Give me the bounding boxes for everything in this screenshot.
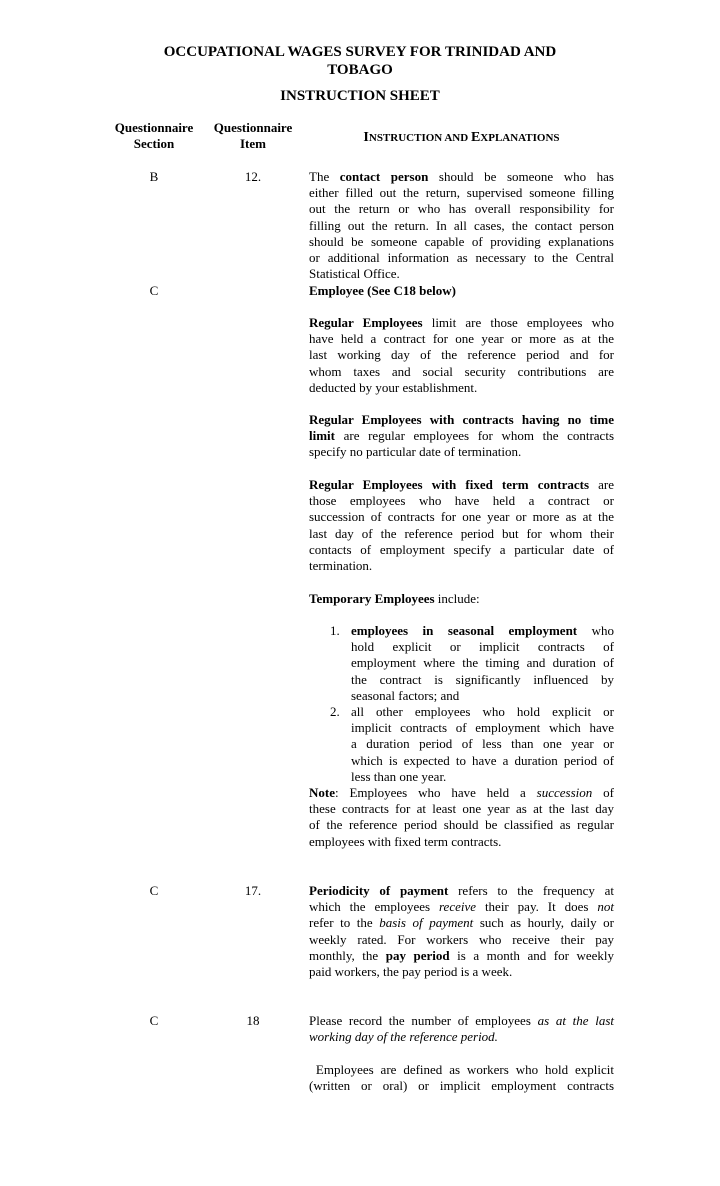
periodicity-paragraph: Periodicity of payment refers to the frequency at which the employees receive their pay. It does not refer to the basis of payment such as hourly, daily or weekly rated. For workers who receive their pay monthly, the pay period is a month and for weekly paid workers, the pay period is a week. bbox=[309, 883, 615, 980]
document-title: OCCUPATIONAL WAGES SURVEY FOR TRINIDAD AND TOBAGO bbox=[163, 44, 557, 78]
row-section-b: B bbox=[149, 169, 159, 184]
column-header-instructions: INSTRUCTION AND EXPLANATIONS bbox=[363, 130, 560, 145]
row-section-c: C bbox=[149, 283, 159, 298]
employee-heading: Employee (See C18 below) bbox=[309, 283, 456, 298]
list-item: 1. employees in seasonal employment who hold explicit or implicit contracts of employment where the timing and duration of the contract is significantly influenced by seasonal factors; and bbox=[330, 623, 615, 703]
column-header-item: Questionnaire Item bbox=[213, 120, 293, 151]
note-paragraph: Note: Employees who have held a succession of these contracts for at least one year as at the last day of the reference period should be classified as regular employees with fixed term contracts. bbox=[309, 785, 614, 849]
row-item-12: 12. bbox=[244, 169, 262, 184]
row-section-c-17: C bbox=[149, 883, 159, 898]
record-employees-paragraph: Please record the number of employees as at the last working day of the reference period. bbox=[309, 1013, 614, 1045]
no-time-limit-paragraph: Regular Employees with contracts having no time limit are regular employees for whom the contracts specify no particular date of termination. bbox=[309, 412, 614, 460]
list-item: 2. all other employees who hold explicit or implicit contracts of employment which have a duration period of less than one year or which is expected to have a duration period of less than one year. bbox=[330, 704, 614, 784]
temporary-employees-list bbox=[309, 623, 614, 785]
contact-person-paragraph: The contact person should be someone who has either filled out the return, supervised someone filling out the return or who has overall responsibility for filling out the return. In all cases, the contact person should be someone capable of providing explanations or additional information as necessary to the Central Statistical Office. bbox=[309, 169, 614, 282]
regular-employees-paragraph: Regular Employees limit are those employees who have held a contract for one year or more as at the last working day of the reference period and for whom taxes and social security contributions are deducted by your establishment. bbox=[309, 315, 614, 395]
employees-defined-paragraph: Employees are defined as workers who hold explicit (written or oral) or implicit employment contracts bbox=[309, 1062, 614, 1094]
temporary-employees-heading: Temporary Employees include: bbox=[309, 591, 480, 606]
document-subtitle: INSTRUCTION SHEET bbox=[280, 88, 440, 104]
row-item-17: 17. bbox=[244, 883, 262, 898]
row-section-c-18: C bbox=[149, 1013, 159, 1028]
fixed-term-paragraph: Regular Employees with fixed term contracts are those employees who have held a contract or succession of contracts for one year or more as at the last day of the reference period but for whom their contacts of employment specify a particular date of termination. bbox=[309, 477, 614, 574]
row-item-18: 18 bbox=[246, 1013, 260, 1028]
column-header-section: Questionnaire Section bbox=[114, 120, 194, 151]
